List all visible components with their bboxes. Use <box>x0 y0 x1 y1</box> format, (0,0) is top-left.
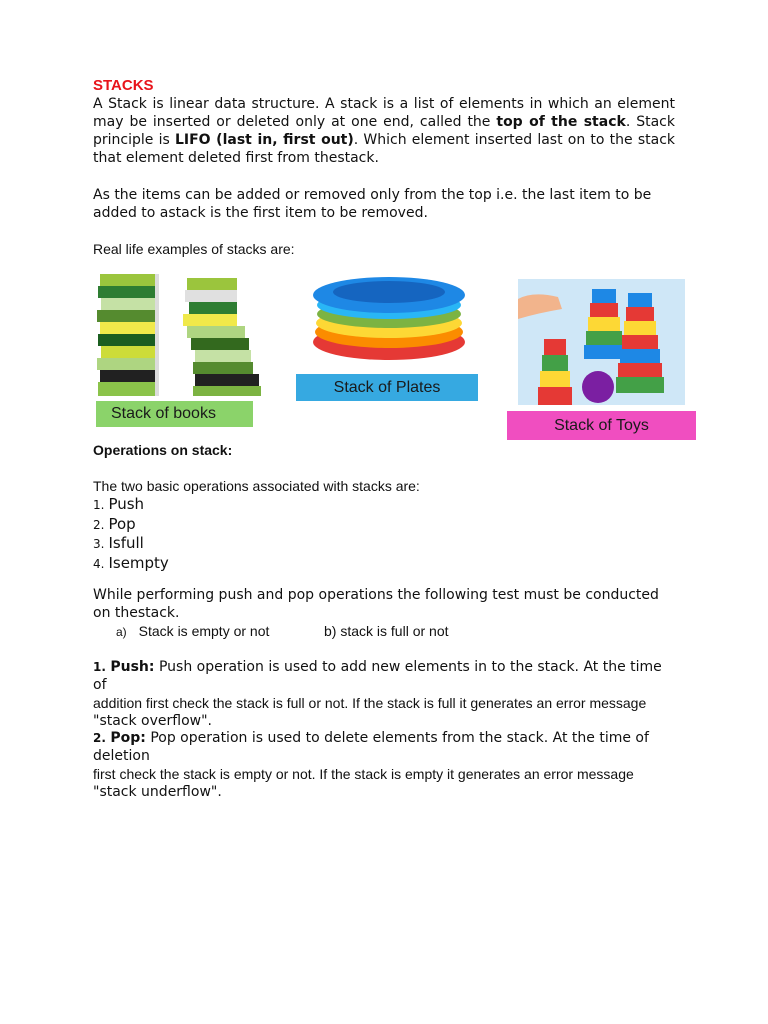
push-label: Push: <box>110 659 155 675</box>
stack-of-plates-image <box>305 270 473 370</box>
books-caption: Stack of books <box>96 401 253 427</box>
books-pile-left <box>97 274 159 396</box>
operations-list <box>93 495 169 573</box>
push-paragraph: 1. Push: Push operation is used to add new elements in to the stack. At the time of addition first check the stack is full or not. If the stack is full it generates an error message "stack overflow". <box>93 659 662 729</box>
pop-label: Pop: <box>110 730 146 746</box>
operations-intro: The two basic operations associated with stacks are: <box>93 478 420 494</box>
toys-caption: Stack of Toys <box>507 411 696 440</box>
list-item: 4. Isempty <box>93 553 169 572</box>
examples-label: Real life examples of stacks are: <box>93 241 295 257</box>
items-paragraph: As the items can be added or removed only from the top i.e. the last item to be added to astack is the first item to be removed. <box>93 187 652 221</box>
list-item: 3. Isfull <box>93 534 144 552</box>
books-pile-right <box>183 278 261 396</box>
lifo-bold: LIFO (last in, first out) <box>174 132 354 148</box>
intro-text-2: . Stack principle is <box>93 114 675 148</box>
stack-of-toys-image <box>518 279 685 405</box>
test-intro: While performing push and pop operations the following test must be conducted on thestack. <box>93 587 659 621</box>
list-item: 1. Push <box>93 495 145 513</box>
test-a: a) Stack is empty or not <box>116 623 270 639</box>
operations-heading: Operations on stack: <box>93 442 233 458</box>
intro-text-3: . Which element inserted last on to the stack that element deleted first from thestack. <box>93 132 676 166</box>
plates-caption: Stack of Plates <box>296 374 478 401</box>
pop-paragraph: 2. Pop: Pop operation is used to delete elements from the stack. At the time of deletion first check the stack is empty or not. If the stack is empty it generates an error message "stack underflow". <box>93 730 649 800</box>
intro-paragraph <box>93 95 675 167</box>
test-b: b) stack is full or not <box>324 623 449 639</box>
top-of-stack-bold: top of the stack <box>496 114 626 130</box>
list-item: 2. Pop <box>93 514 136 533</box>
page-title: STACKS <box>93 77 154 94</box>
intro-text-1: A Stack is linear data structure. A stack is a list of elements in which an element may be inserted or deleted only at one end, called the <box>93 96 675 130</box>
